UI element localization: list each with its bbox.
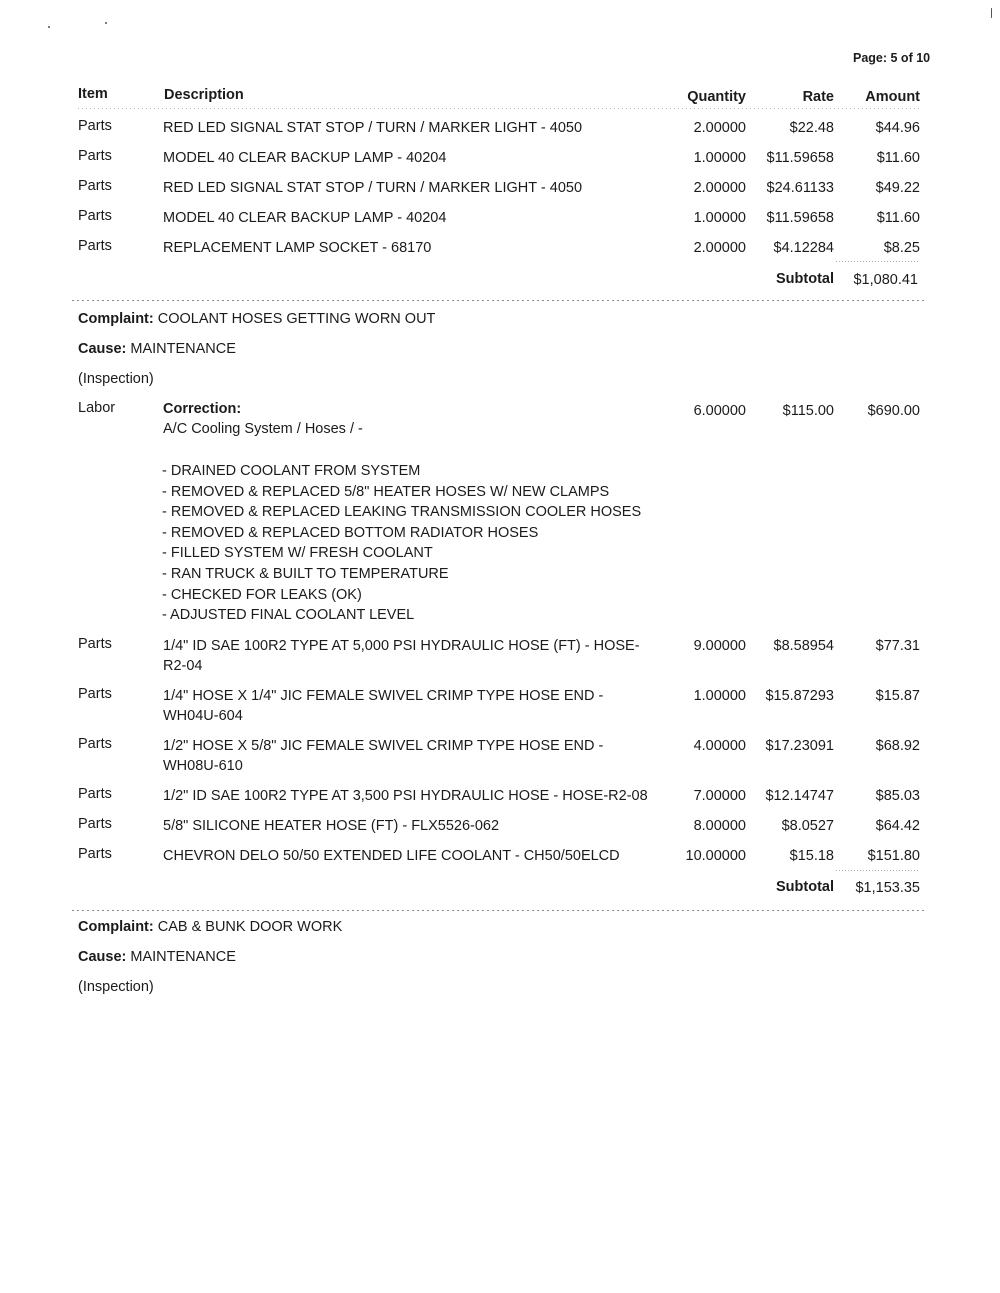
line-item-type: Parts: [78, 238, 112, 254]
labor-type: Labor: [78, 400, 116, 416]
line-item-type: Parts: [78, 178, 112, 194]
cause-text: MAINTENANCE: [130, 341, 236, 357]
complaint-line: [78, 919, 342, 935]
line-item-row: [0, 686, 1000, 728]
complaint-line: [78, 311, 435, 327]
line-item-rate: $11.59658: [766, 210, 834, 226]
line-item-amount: $85.03: [875, 788, 920, 804]
line-item-description: RED LED SIGNAL STAT STOP / TURN / MARKER LIGHT - 4050: [163, 120, 583, 136]
inspection-note: (Inspection): [78, 371, 154, 387]
line-item-description: REPLACEMENT LAMP SOCKET - 68170: [163, 240, 432, 256]
line-item-quantity: 10.00000: [685, 848, 746, 864]
line-item-quantity: 4.00000: [693, 738, 746, 754]
scan-speck: [991, 8, 992, 18]
line-item-quantity: 2.00000: [693, 180, 746, 196]
line-item-type: Parts: [78, 686, 112, 702]
header-amount: Amount: [865, 89, 920, 105]
labor-amount: $690.00: [867, 403, 920, 419]
line-item-amount: $49.22: [875, 180, 920, 196]
line-item-amount: $15.87: [875, 688, 920, 704]
scan-speck: [48, 26, 50, 28]
page-number: Page: 5 of 10: [853, 51, 931, 65]
line-item-description: MODEL 40 CLEAR BACKUP LAMP - 40204: [163, 210, 447, 226]
line-item-quantity: 2.00000: [693, 120, 746, 136]
line-item-rate: $24.61133: [766, 180, 834, 196]
cause-text: MAINTENANCE: [130, 949, 236, 965]
line-item-type: Parts: [78, 786, 112, 802]
header-quantity: Quantity: [687, 89, 746, 105]
complaint-label: Complaint:: [78, 311, 154, 327]
line-item-amount: $44.96: [875, 120, 920, 136]
line-item-description: 1/4" HOSE X 1/4" JIC FEMALE SWIVEL CRIMP TYPE HOSE END - WH04U-604: [163, 688, 604, 724]
line-item-amount: $11.60: [876, 150, 920, 166]
header-item: Item: [78, 86, 108, 102]
line-item-quantity: 1.00000: [693, 210, 746, 226]
correction-step: - ADJUSTED FINAL COOLANT LEVEL: [162, 607, 415, 624]
complaint-text: COOLANT HOSES GETTING WORN OUT: [157, 311, 436, 327]
line-item-description: RED LED SIGNAL STAT STOP / TURN / MARKER LIGHT - 4050: [163, 180, 583, 196]
subtotal-value: $1,153.35: [855, 880, 920, 896]
line-item-amount: $68.92: [875, 738, 920, 754]
header-description: Description: [164, 87, 244, 103]
line-item-type: Parts: [78, 736, 112, 752]
line-item-quantity: 1.00000: [693, 150, 746, 166]
line-item-quantity: 9.00000: [693, 638, 746, 654]
correction-step: - REMOVED & REPLACED LEAKING TRANSMISSION COOLER HOSES: [162, 504, 642, 521]
correction-step: - REMOVED & REPLACED 5/8" HEATER HOSES W/ NEW CLAMPS: [162, 483, 610, 500]
labor-quantity: 6.00000: [693, 403, 746, 419]
line-item-type: Parts: [78, 846, 112, 862]
line-item-amount: $8.25: [883, 240, 920, 256]
cause-line: [78, 949, 236, 965]
complaint-label: Complaint:: [78, 919, 154, 935]
line-item-amount: $77.31: [875, 638, 920, 654]
line-item-description: 1/2" ID SAE 100R2 TYPE AT 3,500 PSI HYDRAULIC HOSE - HOSE-R2-08: [163, 788, 648, 804]
line-item-type: Parts: [78, 118, 112, 134]
header-rule: [78, 108, 920, 109]
line-item-type: Parts: [78, 208, 112, 224]
line-item-rate: $15.18: [789, 848, 834, 864]
subtotal-rule: [836, 261, 920, 262]
labor-rate: $115.00: [782, 403, 834, 419]
correction-steps: [162, 461, 641, 626]
scan-speck: [105, 22, 107, 24]
line-item-rate: $4.12284: [773, 240, 834, 256]
section-separator: [72, 910, 924, 911]
correction-step: - DRAINED COOLANT FROM SYSTEM: [162, 463, 421, 479]
line-item-type: Parts: [78, 148, 112, 164]
line-item-quantity: 2.00000: [693, 240, 746, 256]
cause-label: Cause:: [78, 341, 127, 357]
line-item-row: [0, 736, 1000, 778]
line-item-rate: $22.48: [789, 120, 834, 136]
line-item-quantity: 1.00000: [693, 688, 746, 704]
subtotal-label: Subtotal: [776, 271, 834, 287]
correction-label: Correction:: [163, 401, 242, 417]
line-item-row: [0, 636, 1000, 678]
correction-step: - RAN TRUCK & BUILT TO TEMPERATURE: [162, 565, 449, 582]
line-item-amount: $11.60: [876, 210, 920, 226]
line-item-quantity: 7.00000: [693, 788, 746, 804]
line-item-type: Parts: [78, 636, 112, 652]
correction-step: - FILLED SYSTEM W/ FRESH COOLANT: [162, 545, 433, 562]
line-item-type: Parts: [78, 816, 112, 832]
line-item-rate: $8.58954: [773, 638, 834, 654]
line-item-quantity: 8.00000: [693, 818, 746, 834]
correction-step: - CHECKED FOR LEAKS (OK): [162, 586, 362, 603]
header-rate: Rate: [802, 89, 834, 105]
complaint-text: CAB & BUNK DOOR WORK: [157, 919, 343, 935]
subtotal-label: Subtotal: [776, 879, 834, 895]
subtotal-value: $1,080.41: [853, 272, 918, 288]
subtotal-rule: [836, 870, 920, 871]
line-item-rate: $11.59658: [766, 150, 834, 166]
line-item-rate: $12.14747: [765, 788, 834, 804]
correction-system: A/C Cooling System / Hoses / -: [163, 421, 363, 437]
inspection-note: (Inspection): [78, 979, 154, 995]
section-separator: [72, 300, 924, 301]
cause-label: Cause:: [78, 949, 127, 965]
line-item-description: MODEL 40 CLEAR BACKUP LAMP - 40204: [163, 150, 447, 166]
line-item-description: CHEVRON DELO 50/50 EXTENDED LIFE COOLANT - CH50/50ELCD: [163, 848, 620, 864]
line-item-rate: $15.87293: [765, 688, 834, 704]
cause-line: [78, 341, 236, 357]
line-item-description: 1/2" HOSE X 5/8" JIC FEMALE SWIVEL CRIMP TYPE HOSE END - WH08U-610: [163, 738, 604, 774]
line-item-rate: $8.0527: [781, 818, 834, 834]
line-item-amount: $151.80: [867, 848, 920, 864]
line-item-description: 1/4" ID SAE 100R2 TYPE AT 5,000 PSI HYDRAULIC HOSE (FT) - HOSE-R2-04: [163, 638, 640, 674]
line-item-rate: $17.23091: [765, 738, 834, 754]
correction-step: - REMOVED & REPLACED BOTTOM RADIATOR HOSES: [162, 524, 539, 541]
line-item-description: 5/8" SILICONE HEATER HOSE (FT) - FLX5526-062: [163, 818, 500, 834]
line-item-amount: $64.42: [875, 818, 920, 834]
